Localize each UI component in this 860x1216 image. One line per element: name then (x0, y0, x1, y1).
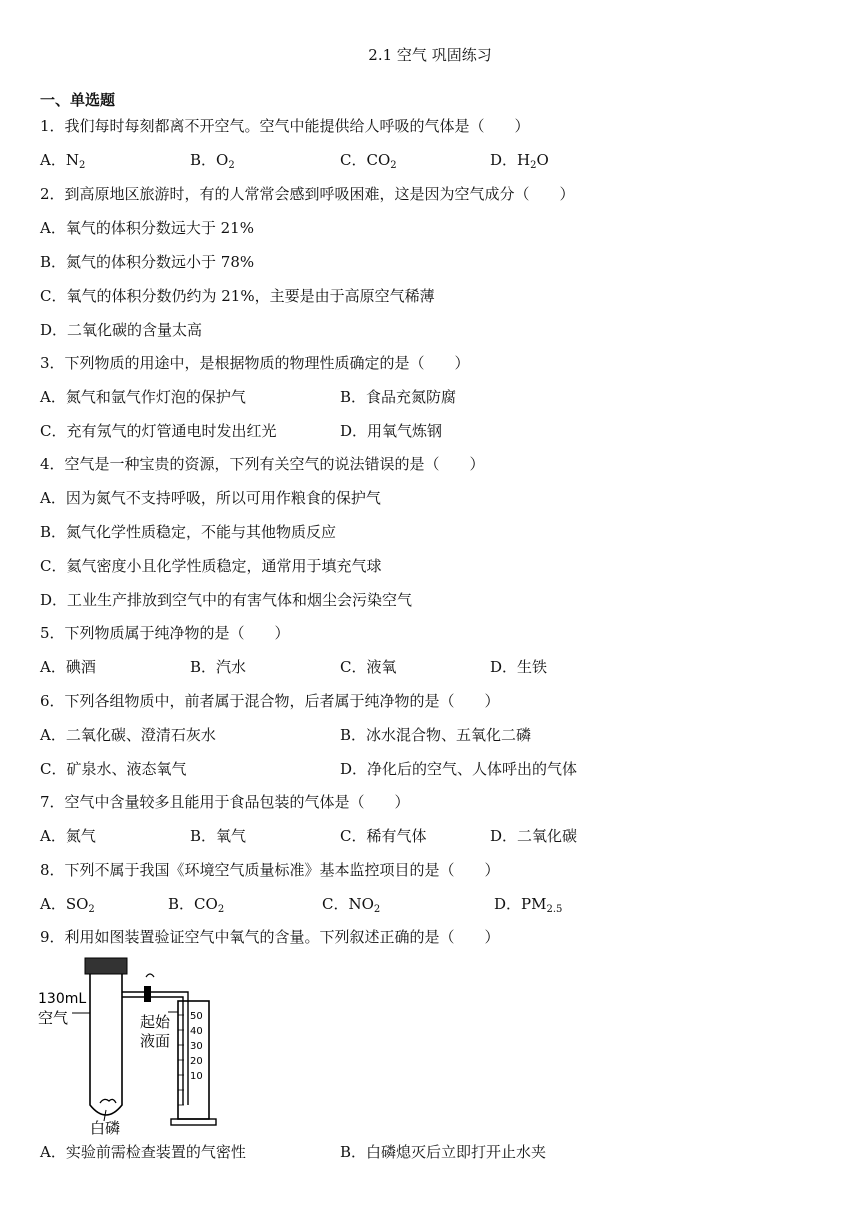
q9-option-a: A．实验前需检查装置的气密性 (40, 1143, 246, 1161)
scale-20: 20 (190, 1056, 203, 1067)
scale-50: 50 (190, 1011, 203, 1022)
q1-option-a: A．$N_2$ (40, 151, 86, 171)
q3-option-b: B．食品充氮防腐 (340, 388, 457, 406)
q6-option-c: C．矿泉水、液态氧气 (40, 760, 187, 778)
scale-40: 40 (190, 1026, 203, 1037)
question-7-stem: 7．空气中含量较多且能用于食品包装的气体是（ ） (40, 793, 410, 811)
q5-option-b: B．汽水 (190, 658, 247, 676)
q4-option-b: B．氮气化学性质稳定，不能与其他物质反应 (40, 523, 337, 541)
q5-option-c: C．液氧 (340, 658, 397, 676)
q4-option-c: C．氦气密度小且化学性质稳定，通常用于填充气球 (40, 557, 382, 575)
q4-option-a: A．因为氮气不支持呼吸，所以可用作粮食的保护气 (40, 489, 381, 507)
q1-option-b: B．$O_2$ (190, 151, 235, 171)
q9-option-b: B．白磷熄灭后立即打开止水夹 (340, 1143, 547, 1161)
q2-option-d: D．二氧化碳的含量太高 (40, 321, 203, 339)
q5-option-d: D．生铁 (490, 658, 548, 676)
q3-option-c: C．充有氖气的灯管通电时发出红光 (40, 422, 277, 440)
volume-label: 130mL (38, 991, 87, 1007)
q6-option-d: D．净化后的空气、人体呼出的气体 (340, 760, 578, 778)
q1-option-c: C．$CO_2$ (340, 151, 397, 171)
question-4-stem: 4．空气是一种宝贵的资源，下列有关空气的说法错误的是（ ） (40, 455, 485, 473)
phosphorus-sample (100, 1099, 116, 1103)
section-heading: 一、单选题 (40, 91, 116, 109)
q3-option-d: D．用氧气炼钢 (340, 422, 443, 440)
q5-option-a: A．碘酒 (40, 658, 96, 676)
start-level-label-2: 液面 (140, 1032, 171, 1050)
q7-option-a: A．氮气 (40, 827, 96, 845)
q2-option-b: B．氮气的体积分数远小于 78% (40, 253, 255, 271)
stopper (85, 958, 127, 974)
q2-option-a: A．氧气的体积分数远大于 21% (40, 219, 254, 237)
phosphorus-label: 白磷 (90, 1119, 121, 1135)
start-level-label-1: 起始 (140, 1013, 171, 1031)
q8-option-a: A．$SO_2$ (40, 895, 95, 915)
question-1-stem: 1．我们每时每刻都离不开空气。空气中能提供给人呼吸的气体是（ ） (40, 117, 530, 135)
q8-option-d: D．$PM_{2.5}$ (494, 895, 563, 915)
question-9-stem: 9．利用如图装置验证空气中氧气的含量。下列叙述正确的是（ ） (40, 928, 500, 946)
q2-option-c: C．氧气的体积分数仍约为 21%，主要是由于高原空气稀薄 (40, 287, 435, 305)
q7-option-b: B．氧气 (190, 827, 247, 845)
question-3-stem: 3．下列物质的用途中，是根据物质的物理性质确定的是（ ） (40, 354, 470, 372)
question-6-stem: 6．下列各组物质中，前者属于混合物，后者属于纯净物的是（ ） (40, 692, 500, 710)
scale-10: 10 (190, 1071, 203, 1082)
air-label: 空气 (38, 1009, 69, 1027)
q8-option-b: B．$CO_2$ (168, 895, 225, 915)
q7-option-c: C．稀有气体 (340, 827, 427, 845)
apparatus-diagram (38, 955, 228, 1135)
page-title: 2.1 空气 巩固练习 (368, 46, 492, 64)
scale-30: 30 (190, 1041, 203, 1052)
q7-option-d: D．二氧化碳 (490, 827, 578, 845)
question-8-stem: 8．下列不属于我国《环境空气质量标准》基本监控项目的是（ ） (40, 861, 500, 879)
q4-option-d: D．工业生产排放到空气中的有害气体和烟尘会污染空气 (40, 591, 413, 609)
clamp (144, 986, 151, 1002)
q6-option-b: B．冰水混合物、五氧化二磷 (340, 726, 532, 744)
q3-option-a: A．氮气和氩气作灯泡的保护气 (40, 388, 246, 406)
q8-option-c: C．$NO_2$ (322, 895, 381, 915)
q6-option-a: A．二氧化碳、澄清石灰水 (40, 726, 216, 744)
test-tube (90, 974, 122, 1115)
q1-option-d: D．$H_2O$ (490, 151, 549, 171)
question-5-stem: 5．下列物质属于纯净物的是（ ） (40, 624, 290, 642)
question-2-stem: 2．到高原地区旅游时，有的人常常会感到呼吸困难，这是因为空气成分（ ） (40, 185, 575, 203)
